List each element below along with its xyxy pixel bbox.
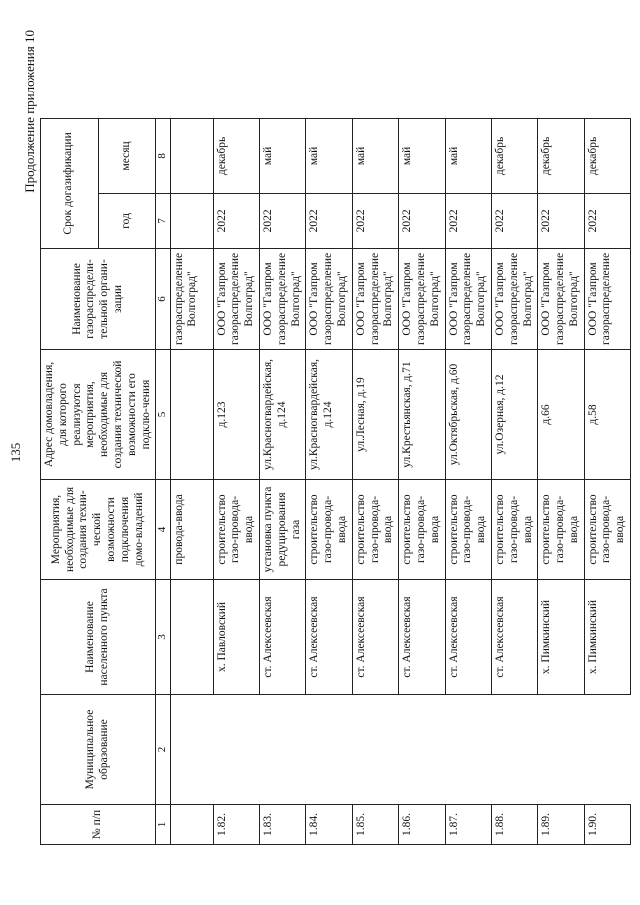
cell-month: декабрь <box>491 118 537 193</box>
cell-settlement: ст. Алексеевская <box>399 580 445 695</box>
cell-month: декабрь <box>213 118 259 193</box>
page-number: 135 <box>8 442 23 463</box>
header-municipality: Муниципальное образование <box>41 695 156 805</box>
cell-address: ул.Крестьянская, д.71 <box>399 350 445 480</box>
header-term: Срок догазификации <box>41 118 99 248</box>
cell-month: май <box>306 118 352 193</box>
col-number: 5 <box>156 350 170 480</box>
cell-measures: провода-ввода <box>170 480 213 580</box>
cell-settlement: х. Пимкинский <box>538 580 584 695</box>
cell-address: д.58 <box>584 350 630 480</box>
cell-municipality <box>491 695 537 805</box>
continuation-note: Продолжение приложения 10 <box>22 30 37 193</box>
cell-year: 2022 <box>445 193 491 248</box>
cell-org: ООО "Газпром газораспределение Волгоград" <box>445 248 491 349</box>
cell-municipality <box>445 695 491 805</box>
header-measures: Мероприятия, необходимые для создания техни-ческой возможности подключения домо-владений <box>41 480 156 580</box>
cell-measures: строительство газо-провода-ввода <box>306 480 352 580</box>
cell-month: декабрь <box>538 118 584 193</box>
cell-year: 2022 <box>491 193 537 248</box>
cell-org: ООО "Газпром газораспределение Волгоград" <box>491 248 537 349</box>
cell-settlement: ст. Алексеевская <box>259 580 305 695</box>
table-row <box>352 118 398 844</box>
cell-measures: строительство газо-провода-ввода <box>352 480 398 580</box>
cell-year: 2022 <box>306 193 352 248</box>
cell-month: май <box>445 118 491 193</box>
cell-org: ООО "Газпром газораспределение Волгоград" <box>399 248 445 349</box>
table-row <box>584 118 630 844</box>
cell-year: 2022 <box>538 193 584 248</box>
cell-settlement: х. Пимкинский <box>584 580 630 695</box>
cell-settlement: ст. Алексеевская <box>445 580 491 695</box>
cell-no: 1.89. <box>538 805 584 845</box>
cell-no: 1.90. <box>584 805 630 845</box>
cell-year: 2022 <box>213 193 259 248</box>
header-settlement: Наименование населенного пункта <box>41 580 156 695</box>
cell-settlement: ст. Алексеевская <box>306 580 352 695</box>
cell-municipality <box>259 695 305 805</box>
cell-month: май <box>352 118 398 193</box>
cell-month: май <box>399 118 445 193</box>
col-number: 7 <box>156 193 170 248</box>
col-number: 6 <box>156 248 170 349</box>
cell-org: ООО "Газпром газораспределение Волгоград" <box>213 248 259 349</box>
cell-measures: установка пункта редуцирования газа <box>259 480 305 580</box>
table-row <box>538 118 584 844</box>
cell-no: 1.83. <box>259 805 305 845</box>
header-year: год <box>98 193 156 248</box>
table-row <box>491 118 537 844</box>
cell-measures: строительство газо-провода-ввода <box>584 480 630 580</box>
cell-address: ул.Красногвардейская, д.124 <box>306 350 352 480</box>
cell-address: д.66 <box>538 350 584 480</box>
cell-month: май <box>259 118 305 193</box>
cell-measures: строительство газо-провода-ввода <box>399 480 445 580</box>
cell-year: 2022 <box>352 193 398 248</box>
cell-month: декабрь <box>584 118 630 193</box>
table-row <box>399 118 445 844</box>
cell-address: ул.Озерная, д.12 <box>491 350 537 480</box>
cell-org: ООО "Газпром газораспределение <box>584 248 630 349</box>
cell-year: 2022 <box>399 193 445 248</box>
cell-address: д.123 <box>213 350 259 480</box>
gasification-table <box>40 118 631 845</box>
cell-org: ООО "Газпром газораспределение Волгоград" <box>538 248 584 349</box>
cell-measures: строительство газо-провода-ввода <box>213 480 259 580</box>
header-org: Наименование газораспредели-тельной органи-зации <box>41 248 156 349</box>
cell-org: газораспределение Волгоград" <box>170 248 213 349</box>
cell-no: 1.82. <box>213 805 259 845</box>
table-row <box>213 118 259 844</box>
cell-measures: строительство газо-провода-ввода <box>538 480 584 580</box>
cell-municipality <box>306 695 352 805</box>
cell-address: ул.Октябрьская, д.60 <box>445 350 491 480</box>
table-row <box>170 118 213 844</box>
cell-measures: строительство газо-провода-ввода <box>445 480 491 580</box>
cell-municipality <box>584 695 630 805</box>
cell-settlement: х. Павловский <box>213 580 259 695</box>
cell-org: ООО "Газпром газораспределение Волгоград" <box>352 248 398 349</box>
cell-measures: строительство газо-провода-ввода <box>491 480 537 580</box>
col-number: 8 <box>156 118 170 193</box>
cell-org: ООО "Газпром газораспределение Волгоград" <box>259 248 305 349</box>
cell-year: 2022 <box>259 193 305 248</box>
cell-settlement: ст. Алексеевская <box>491 580 537 695</box>
cell-municipality <box>213 695 259 805</box>
table-row <box>306 118 352 844</box>
cell-no: 1.85. <box>352 805 398 845</box>
cell-no: 1.87. <box>445 805 491 845</box>
cell-no: 1.84. <box>306 805 352 845</box>
col-number: 2 <box>156 695 170 805</box>
table-row <box>445 118 491 844</box>
header-month: месяц <box>98 118 156 193</box>
cell-municipality <box>352 695 398 805</box>
cell-no: 1.88. <box>491 805 537 845</box>
cell-org: ООО "Газпром газораспределение Волгоград" <box>306 248 352 349</box>
col-number: 3 <box>156 580 170 695</box>
table-row <box>259 118 305 844</box>
col-number: 1 <box>156 805 170 845</box>
cell-settlement: ст. Алексеевская <box>352 580 398 695</box>
cell-address: ул.Красногвардейская, д.124 <box>259 350 305 480</box>
cell-no: 1.86. <box>399 805 445 845</box>
header-no: № п/п <box>41 805 156 845</box>
header-address: Адрес домовладения, для которого реализуются мероприятия, необходимые для создания технической возможности его подклю-чения <box>41 350 156 480</box>
cell-municipality <box>538 695 584 805</box>
col-number: 4 <box>156 480 170 580</box>
cell-year: 2022 <box>584 193 630 248</box>
cell-municipality <box>399 695 445 805</box>
cell-address: ул.Лесная, д.19 <box>352 350 398 480</box>
